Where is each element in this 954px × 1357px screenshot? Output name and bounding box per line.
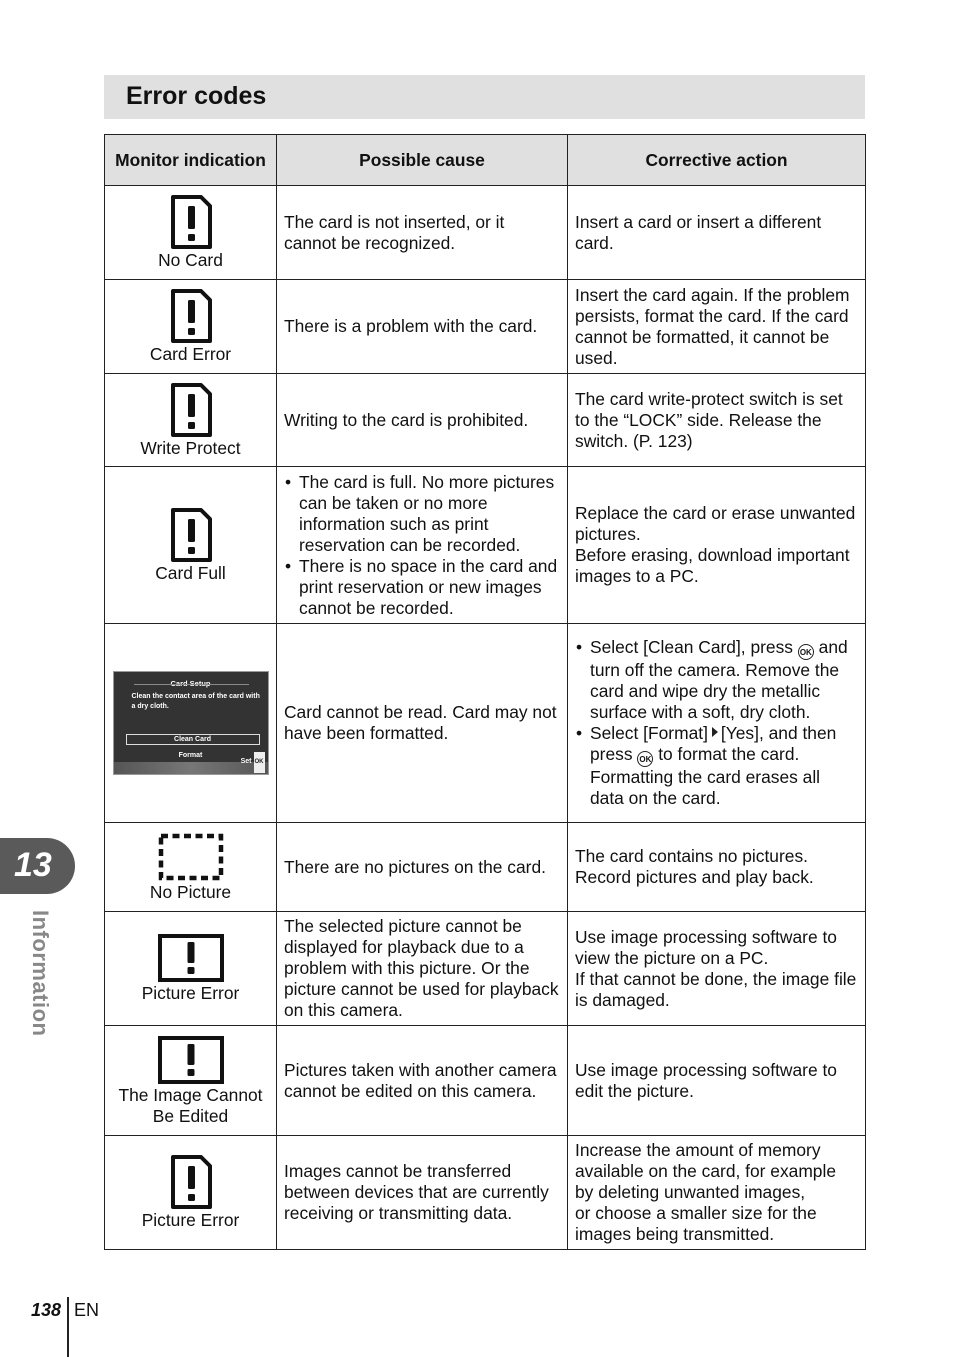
monitor-cell (105, 280, 277, 374)
monitor-label: No Card (158, 250, 223, 270)
monitor-cell (105, 912, 277, 1026)
section-title-bar (104, 75, 865, 119)
chapter-number: 13 (14, 846, 52, 884)
cause-cell: The card is not inserted, or it cannot be recognized. (277, 186, 568, 280)
action-cell: Insert a card or insert a different card. (568, 186, 866, 280)
action-line: Use image processing software to view the picture on a PC. (575, 926, 837, 968)
cause-cell: The selected picture cannot be displayed for playback due to a problem with this picture. Or the picture cannot be used for playback on this camera. (277, 912, 568, 1026)
cause-cell: Writing to the card is prohibited. (277, 374, 568, 467)
header-cause: Possible cause (277, 135, 568, 186)
action-line: Before erasing, download important images to a PC. (575, 545, 850, 586)
monitor-cell (105, 467, 277, 624)
action-cell (568, 467, 866, 624)
table-row (105, 823, 866, 912)
monitor-label: No Picture (149, 881, 232, 902)
error-codes-table (104, 134, 866, 1250)
card-exclamation-icon (169, 288, 213, 344)
cause-bullet: • The card is full. No more pictures can be taken or no more information such as print reservation can be recorded. (284, 472, 560, 556)
action-cell (568, 912, 866, 1026)
table-row (105, 280, 866, 374)
cause-cell: Images cannot be transferred between devices that are currently receiving or transmitting data. (277, 1136, 568, 1250)
table-row (105, 624, 866, 823)
chapter-tab (0, 838, 75, 894)
header-action: Corrective action (568, 135, 866, 186)
cause-bullet: • There is no space in the card and print reservation or new images cannot be recorded. (284, 556, 560, 619)
action-cell: Insert the card again. If the problem persists, format the card. If the card cannot be formatted, it cannot be used. (568, 280, 866, 374)
monitor-cell (105, 1026, 277, 1136)
table-row (105, 467, 866, 624)
action-cell (568, 1136, 866, 1250)
monitor-cell (105, 624, 277, 823)
card-exclamation-icon (169, 194, 213, 250)
cause-cell: Card cannot be read. Card may not have been formatted. (277, 624, 568, 823)
language-code: EN (74, 1300, 100, 1320)
monitor-label: Picture Error (141, 983, 240, 1003)
monitor-cell (105, 1136, 277, 1250)
section-title: Error codes (126, 82, 267, 110)
picture-exclamation-icon (157, 1035, 225, 1085)
dashed-frame-icon (157, 832, 225, 882)
ok-button-icon: OK (798, 644, 814, 660)
card-exclamation-icon (169, 1154, 213, 1210)
header-monitor: Monitor indication (105, 135, 277, 186)
table-row (105, 912, 866, 1026)
cause-cell: Pictures taken with another camera cannot be edited on this camera. (277, 1026, 568, 1136)
picture-exclamation-icon (157, 933, 225, 983)
action-line: Replace the card or erase unwanted pictures. (575, 503, 856, 544)
monitor-label: Picture Error (141, 1210, 240, 1230)
cause-cell (277, 467, 568, 624)
ok-badge: OK (254, 752, 265, 773)
card-exclamation-icon (169, 382, 213, 438)
chapter-label: Information (28, 910, 53, 1037)
chapter-side-label (23, 910, 53, 1040)
monitor-label: Card Error (149, 344, 232, 364)
card-exclamation-icon (169, 507, 213, 563)
monitor-label: Write Protect (140, 437, 241, 458)
cause-cell: There is a problem with the card. (277, 280, 568, 374)
footer-divider (67, 1297, 69, 1357)
monitor-cell (105, 374, 277, 467)
action-cell: Use image processing software to edit the picture. (568, 1026, 866, 1136)
table-row (105, 1026, 866, 1136)
monitor-cell (105, 823, 277, 912)
action-cell (568, 624, 866, 823)
table-row (105, 1136, 866, 1250)
card-setup-screen (113, 671, 269, 775)
monitor-cell (105, 186, 277, 280)
table-header-row (105, 135, 866, 186)
action-line: or choose a smaller size for the images being transmitted. (575, 1203, 817, 1244)
screen-option-format: Format (178, 752, 203, 759)
arrow-right-icon (712, 727, 718, 737)
action-bullet: • Select [Clean Card], press OK and turn off the camera. Remove the card and wipe dry the metallic surface with a soft, dry cloth. (575, 637, 858, 723)
action-line: If that cannot be done, the image file is damaged. (575, 968, 857, 1010)
screen-option-clean-card: Clean Card (126, 734, 260, 745)
action-bullet: • Select [Format] [Yes], and then press OK to format the card. Formatting the card erases all data on the card. (575, 723, 858, 809)
screen-set-label: Set OK (241, 751, 265, 773)
monitor-label: Card Full (155, 562, 226, 583)
screen-divider (134, 684, 249, 685)
action-cell: The card contains no pictures. Record pictures and play back. (568, 823, 866, 912)
table-row (105, 186, 866, 280)
page-number: 138 (31, 1300, 62, 1320)
table-row (105, 374, 866, 467)
screen-message: Clean the contact area of the card with a dry cloth. (131, 693, 260, 710)
ok-button-icon: OK (637, 751, 653, 767)
action-line: Increase the amount of memory available on the card, for example by deleting unwanted images, (575, 1140, 837, 1202)
monitor-label: The Image Cannot Be Edited (118, 1084, 263, 1126)
action-cell: The card write-protect switch is set to the “LOCK” side. Release the switch. (P. 123) (568, 374, 866, 467)
cause-cell: There are no pictures on the card. (277, 823, 568, 912)
